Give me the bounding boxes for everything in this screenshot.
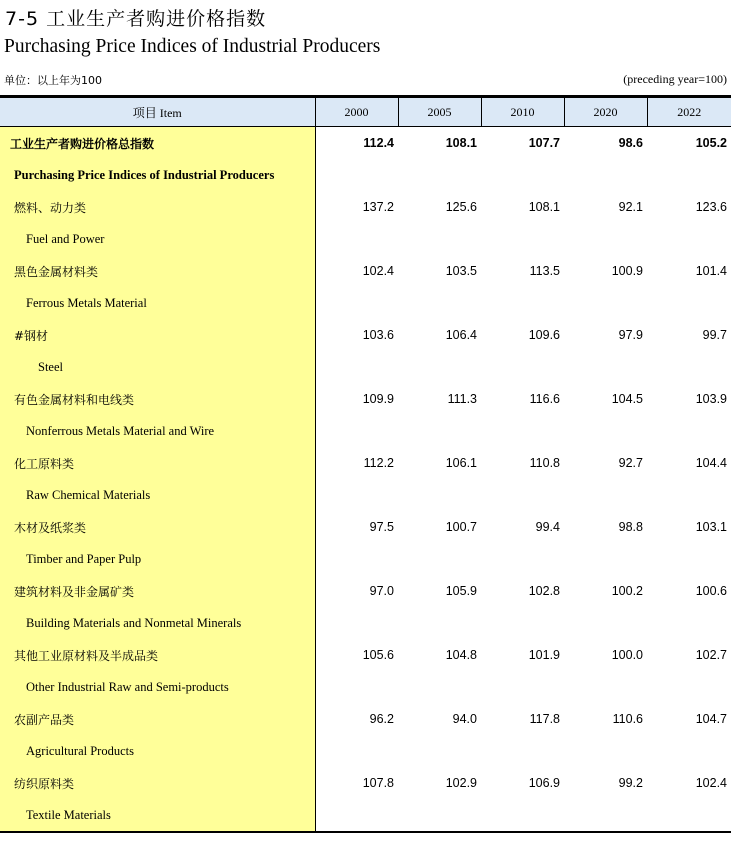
cell-2005: 94.0 [452,712,477,726]
cell-2022: 102.7 [695,648,727,662]
cell-2005: 100.7 [445,520,477,534]
row-label-en: Fuel and Power [0,223,315,255]
cell-2022: 100.6 [695,584,727,598]
cell-2020: 100.0 [611,648,643,662]
cell-2000: 103.6 [362,328,394,342]
table-row [0,191,731,223]
cell-2005: 102.9 [445,776,477,790]
table-row [0,319,731,351]
cell-2000: 97.0 [369,584,394,598]
cell-2010: 102.8 [528,584,560,598]
cell-2020: 100.9 [611,264,643,278]
cell-2005: 125.6 [445,200,477,214]
unit-label-en: (preceding year=100) [623,72,727,86]
column-header-2022: 2022 [647,97,731,127]
cell-2005: 104.8 [445,648,477,662]
table-row [0,447,731,479]
cell-2022: 123.6 [695,200,727,214]
column-header-2010: 2010 [481,97,564,127]
column-header-2020: 2020 [564,97,647,127]
cell-2000: 137.2 [362,200,394,214]
page-title-cn: 7-5 工业生产者购进价格指数 [5,8,267,30]
row-label-cn: 有色金属材料和电线类 [0,383,315,415]
row-label-cn: 燃料、动力类 [0,191,315,223]
cell-2022: 101.4 [695,264,727,278]
table-header-row [0,97,731,127]
table-row [0,415,731,447]
cell-2000: 96.2 [369,712,394,726]
cell-2022: 104.7 [695,712,727,726]
cell-2000: 97.5 [369,520,394,534]
cell-2020: 98.6 [618,136,643,150]
table-row [0,127,731,160]
row-label-cn: 纺织原料类 [0,767,315,799]
cell-2020: 92.1 [618,200,643,214]
row-label-en: Other Industrial Raw and Semi-products [0,671,315,703]
table-row [0,639,731,671]
cell-2020: 100.2 [611,584,643,598]
cell-2010: 113.5 [529,264,560,278]
table-row [0,511,731,543]
row-label-cn: #钢材 [0,319,315,351]
table-row [0,671,731,703]
cell-2000: 112.2 [363,456,394,470]
cell-2010: 107.7 [528,136,560,150]
table-row [0,351,731,383]
row-label-cn: 农副产品类 [0,703,315,735]
row-label-cn: 建筑材料及非金属矿类 [0,575,315,607]
table-row [0,255,731,287]
table-row [0,159,731,191]
table-row [0,703,731,735]
table-row [0,799,731,832]
row-label-cn: 工业生产者购进价格总指数 [0,127,315,160]
row-label-cn: 其他工业原材料及半成品类 [0,639,315,671]
table-row [0,575,731,607]
table-row [0,543,731,575]
cell-2022: 103.1 [695,520,727,534]
row-label-en: Purchasing Price Indices of Industrial Producers [0,159,315,191]
cell-2010: 116.6 [529,392,560,406]
cell-2005: 106.1 [445,456,477,470]
row-label-en: Raw Chemical Materials [0,479,315,511]
row-label-cn: 黑色金属材料类 [0,255,315,287]
unit-label-cn: 单位：以上年为100 [4,74,102,87]
cell-2020: 110.6 [612,712,643,726]
table-row [0,479,731,511]
cell-2005: 108.1 [445,136,477,150]
cell-2010: 117.8 [529,712,560,726]
table-row [0,607,731,639]
cell-2022: 103.9 [695,392,727,406]
cell-2022: 104.4 [695,456,727,470]
cell-2020: 104.5 [611,392,643,406]
column-header-item: 项目 Item [0,97,315,127]
cell-2020: 99.2 [618,776,643,790]
cell-2010: 109.6 [528,328,560,342]
cell-2005: 105.9 [445,584,477,598]
cell-2005: 106.4 [445,328,477,342]
cell-2010: 101.9 [528,648,560,662]
row-label-en: Nonferrous Metals Material and Wire [0,415,315,447]
row-label-en: Steel [0,351,315,383]
row-label-cn: 木材及纸浆类 [0,511,315,543]
table-row [0,383,731,415]
cell-2005: 103.5 [445,264,477,278]
table-row [0,223,731,255]
cell-2020: 97.9 [618,328,643,342]
column-header-2005: 2005 [398,97,481,127]
cell-2000: 105.6 [362,648,394,662]
row-label-en: Textile Materials [0,799,315,832]
table-row [0,767,731,799]
cell-2020: 98.8 [618,520,643,534]
cell-2005: 111.3 [447,392,477,406]
price-index-table [0,95,731,833]
row-label-en: Building Materials and Nonmetal Minerals [0,607,315,639]
column-header-2000: 2000 [315,97,398,127]
cell-2022: 105.2 [695,136,727,150]
cell-2000: 109.9 [362,392,394,406]
cell-2020: 92.7 [618,456,643,470]
row-label-cn: 化工原料类 [0,447,315,479]
cell-2010: 99.4 [535,520,560,534]
cell-2010: 108.1 [528,200,560,214]
cell-2010: 106.9 [528,776,560,790]
page-title-en: Purchasing Price Indices of Industrial Producers [4,36,381,57]
cell-2000: 107.8 [362,776,394,790]
cell-2010: 110.8 [529,456,560,470]
row-label-en: Timber and Paper Pulp [0,543,315,575]
cell-2022: 99.7 [702,328,727,342]
row-label-en: Agricultural Products [0,735,315,767]
row-label-en: Ferrous Metals Material [0,287,315,319]
cell-2000: 102.4 [362,264,394,278]
cell-2022: 102.4 [695,776,727,790]
table-row [0,735,731,767]
table-row [0,287,731,319]
cell-2000: 112.4 [363,136,394,150]
